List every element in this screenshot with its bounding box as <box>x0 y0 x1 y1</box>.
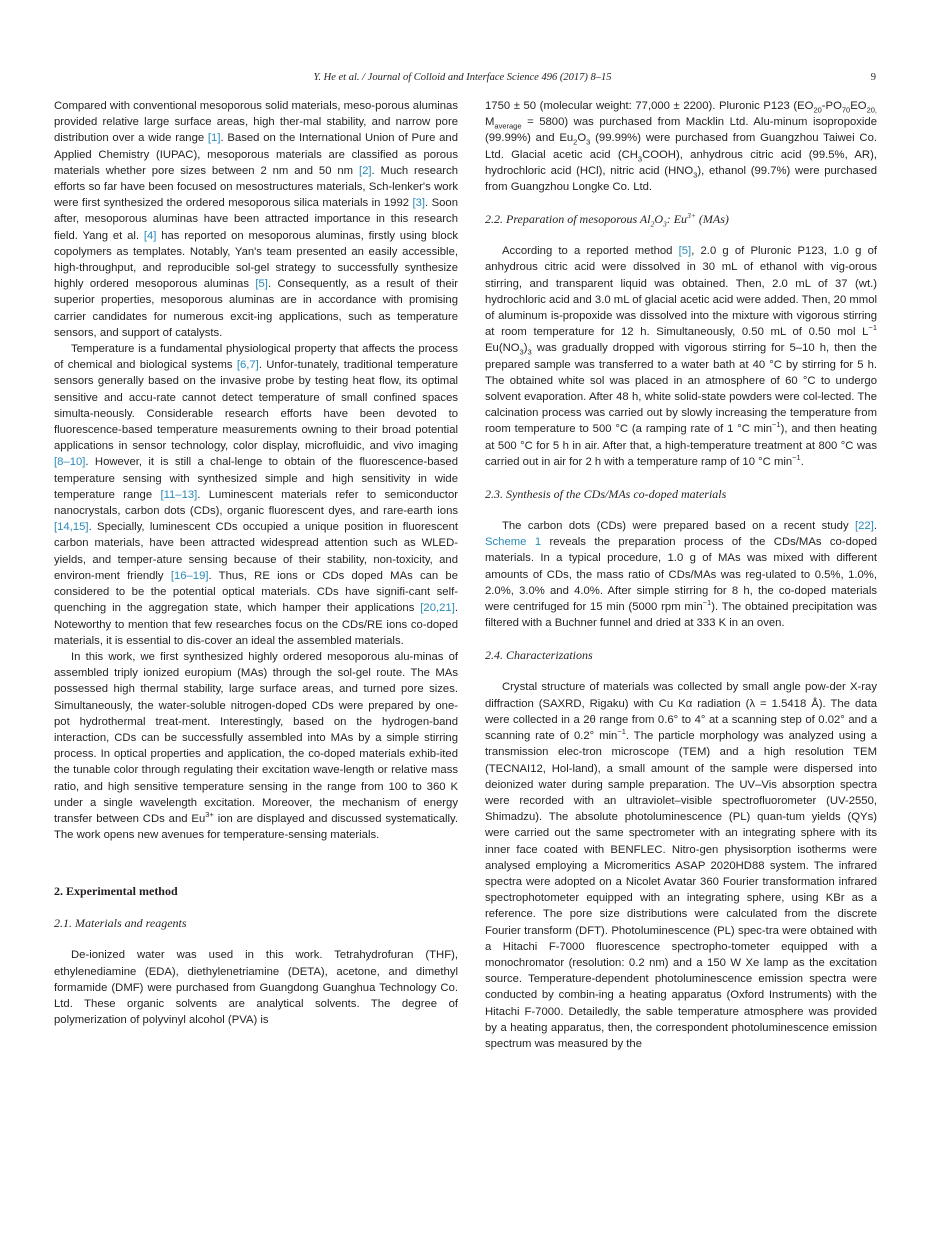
citation-link[interactable]: [1] <box>207 132 221 145</box>
scheme-link[interactable]: Scheme 1 <box>485 536 542 549</box>
intro-paragraph-3: In this work, we first synthesized highly ordered mesoporous alu-minas of assembled triply ionized europium (MAs) through the sol-gel route. The MAs possessed high thermal stability, large surface areas, and turned pore sizes. Simultaneously, the water-soluble nitrogen-doped CDs were prepared by one-pot hydrothermal treat-ment. Interestingly, based on the hydrogen-band interaction, CDs can be successfully assembled into MAs by a simple stirring process. In optical properties and application, the co-doped materials exhib-ited the tunable color through regulating their excitation wave-length or relative mass ratio, and high sensitive temperature sensing in the range from 100 to 360 K under a single wavelength excitation. Moreover, the mechanism of energy transfer between CDs and $Eu^{3+}$ ion are displayed and discussed systematically. The work opens new avenues for temperature-sensing materials. <box>54 650 458 842</box>
synthesis-paragraph: The carbon dots (CDs) were prepared based on a recent study [22]. Scheme 1 reveals the preparation process of the CDs/MAs co-doped materials. In a typical procedure, 1.0 g of MAs was mixed with different amounts of CDs, the mass ratio of CDs/MAs was reg-ulated to 0.5%, 1.0%, 2.0%, 3.0% and 4.0%. After simple stirring for 8 h, the co-doped materials were centrifuged for 15 min (5000 rpm $\min^{-1}$). The obtained precipitation was filtered with a Buchner funnel and dried at 333 K in an oven. <box>485 520 877 630</box>
citation-link[interactable]: [11–13] <box>160 488 198 501</box>
citation-link[interactable]: [16–19] <box>170 569 209 582</box>
citation-link[interactable]: [20,21] <box>420 602 455 615</box>
citation-link[interactable]: [14,15] <box>54 521 89 534</box>
intro-paragraph-2: Temperature is a fundamental physiological property that affects the process of chemical and biological systems [6,7]. Unfor-tunately, traditional temperature sensors generally based on the invasive probe by testing heat flow, its optimal sensitive and accu-rate cannot detect temperature of small confined spaces simulta-neously. Considerable research efforts have been devoted to fluorescence-based temperature measurements owning to their broad potential applications in sensor technology, color display, microfluidic, and vivo imaging [8–10]. However, it is still a chal-lenge to obtain of the fluorescence-based temperature sensing with synthesized simple and high sensitivity in wide temperature range [11–13]. Luminescent materials refer to semiconductor nanocrystals, carbon dots (CDs), organic fluorescent dyes, and rare-earth ions [14,15]. Specially, luminescent CDs occupied a unique position in fluorescent carbon materials, have been attracted widespread attention such as WLED-yields, and temper-ature sensing because of their stability, non-toxicity, and environ-ment friendly [16–19]. Thus, RE ions or CDs doped MAs can be considered to be the potential optical materials. CDs have signifi-cant self-quenching in the aggregation state, which hamper their applications [20,21]. Noteworthy to mention that few researches focus on the CDs/RE ions co-doped materials, it is essential to dis-cover an ideal the assembled materials. <box>54 343 458 647</box>
materials-paragraph-continued: 1750 ± 50 (molecular weight: 77,000 ± 2200). Pluronic P123 ($EO_{20}-PO_{70}EO_{20,}$ $M_{average} = 5800$) was purchased from Macklin Ltd. Alu-minum isopropoxide (99.99%) and $Eu_2O_3$ (99.99%) were purchased from Guangzhou Taiwei Co. Ltd. Glacial acetic acid $(CH_3COOH)$, anhydrous citric acid (99.5%, AR), hydrochloric acid (HCl), nitric acid $(HNO_3)$, ethanol (99.7%) were purchased from Guangzhou Longke Co. Ltd. <box>485 100 877 194</box>
characterizations-paragraph: Crystal structure of materials was collected by small angle pow-der X-ray diffraction (SAXRD, Rigaku) with Cu Kα radiation (λ = 1.5418 Å). The data were collected in a 2θ range from 0.6° to 4° at a scanning step of 0.02° and a scanning rate of 0.2° $\min^{-1}$. The particle morphology was analyzed using a transmission elec-tron microscope (TEM) and a high resolution TEM (TECNAI12, Hol-land), a small amount of the sample were dispersed into deionized water during sample preparation. The UV–Vis absorption spectra were recorded with an ultraviolet–visible spectrofluorometer (UV-2550, Shimadzu). The absolute photoluminescence (PL) quan-tum yields (QYs) were carried out the same spectrometer with an integrating sphere with its inner face coated with BENFLEC. Nitro-gen physisorption isotherms were analysed employing a Micromeritics ASAP 2020HD88 system. The infrared spectra were adopted on a Nicolet Avatar 360 Fourier transformation infrared spectrophotometer equipped with an integrating sphere, using KBr as a reference. The pore size distributions were calculated from the discrete Fourier transform (DFT). Photoluminescence (PL) spec-tra were obtained with a Hitachi F-7000 fluorescence spectropho-tometer equipped with a monochromator (resolution: 0.2 nm) and a 150 W Xe lamp as the excitation source. Temperature-dependent photoluminescence emission spectra were conducted by combin-ing a heating apparatus (Oxford Instruments) with the Hitachi F-7000. Detailedly, the sable temperature atmosphere was provided by a heating apparatus, then, the correspondent photoluminescence emission spectrum was measured by the <box>485 681 877 1050</box>
citation-link[interactable]: [22] <box>855 520 874 533</box>
running-title: Y. He et al. / Journal of Colloid and Interface Science 496 (2017) 8–15 <box>313 72 612 83</box>
subsection-heading-synthesis: 2.3. Synthesis of the CDs/MAs co-doped materials <box>485 487 727 502</box>
page-number: 9 <box>870 72 876 83</box>
preparation-paragraph: According to a reported method [5], 2.0 g of Pluronic P123, 1.0 g of anhydrous citric acid were dissolved in 30 mL of ethanol with vig-orous stirring, and transparent liquid was obtained. Then, 2.0 mL of 37 (wt.) hydrochloric acid and 3.0 mL of glacial acetic acid were added. Then, 20 mmol of aluminum is-propoxide was dissolved into the mixture with vigorous stirring at room temperature for 12 h. Simultaneously, 0.50 mL of 0.50 mol $L^{-1}$ $Eu(NO_3)_3$ was gradually dropped with vigorous stirring for 5–10 h, then the prepared sample was transferred to a water bath at 40 °C by stirring for 5 h. The obtained white sol was placed in an atmosphere of 60 °C to undergo solvent evaporation. After 48 h, white solid-state powders were col-lected. The calcination process was carried out by slowly increasing the temperature from room temperature to 500 °C (a ramping rate of 1 °C $\min^{-1}$), and then heating at 500 °C for 5 h in air. After that, a high-temperature treatment at 800 °C was carried out in air for 2 h with a temperature ramp of 10 °C $\min^{-1}$. <box>485 245 877 468</box>
citation-link[interactable]: [2] <box>358 164 372 177</box>
citation-link[interactable]: [3] <box>412 197 426 210</box>
right-column <box>485 98 877 1052</box>
left-column <box>54 98 458 1028</box>
citation-link[interactable]: [5] <box>678 245 692 258</box>
subsection-heading-preparation: 2.2. Preparation of mesoporous $Al_2O_3$: $Eu^{3+}$ (MAs) <box>485 211 729 229</box>
section-heading-experimental: 2. Experimental method <box>54 884 178 899</box>
citation-link[interactable]: [5] <box>255 278 268 291</box>
citation-link[interactable]: [6,7] <box>236 359 259 372</box>
materials-paragraph: De-ionized water was used in this work. Tetrahydrofuran (THF), ethylenediamine (EDA), diethylenetriamine (DETA), acetone, and dimethyl formamide (DMF) were purchased from Guangdong Guanghua Technology Co. Ltd. These organic solvents are analytical solvents. The degree of polymerization of polyvinyl alcohol (PVA) is <box>54 949 458 1027</box>
subsection-heading-materials: 2.1. Materials and reagents <box>54 916 187 931</box>
subsection-heading-characterizations: 2.4. Characterizations <box>485 648 593 663</box>
citation-link[interactable]: [4] <box>143 229 157 242</box>
intro-paragraph-1: Compared with conventional mesoporous solid materials, meso-porous aluminas provided relative large surface areas, high ther-mal stability, and narrow pore distribution over a wide range [1]. Based on the International Union of Pure and Applied Chemistry (IUPAC), mesoporous materials are classified as porous materials whether pore sizes between 2 nm and 50 nm [2]. Much research efforts so far have been focused on mesostructures materials, Sch-lenker's work were first synthesized the ordered mesoporous silica materials in 1992 [3]. Soon after, mesoporous aluminas have been attracted importance in this research field. Yang et al. [4] has reported on mesoporous aluminas, firstly using block copolymers as templates. Notably, Yan's team presented an easily accessible, high-throughput, and reproducible sol-gel strategy to successfully synthesize highly ordered mesoporous aluminas [5]. Consequently, as a result of their superior properties, mesoporous aluminas are in accordance with promising carrier candidates for numerous excit-ing applications, such as temperature sensors, and support of catalysts. <box>54 100 459 339</box>
citation-link[interactable]: [8–10] <box>54 456 86 469</box>
page-header <box>0 72 925 88</box>
